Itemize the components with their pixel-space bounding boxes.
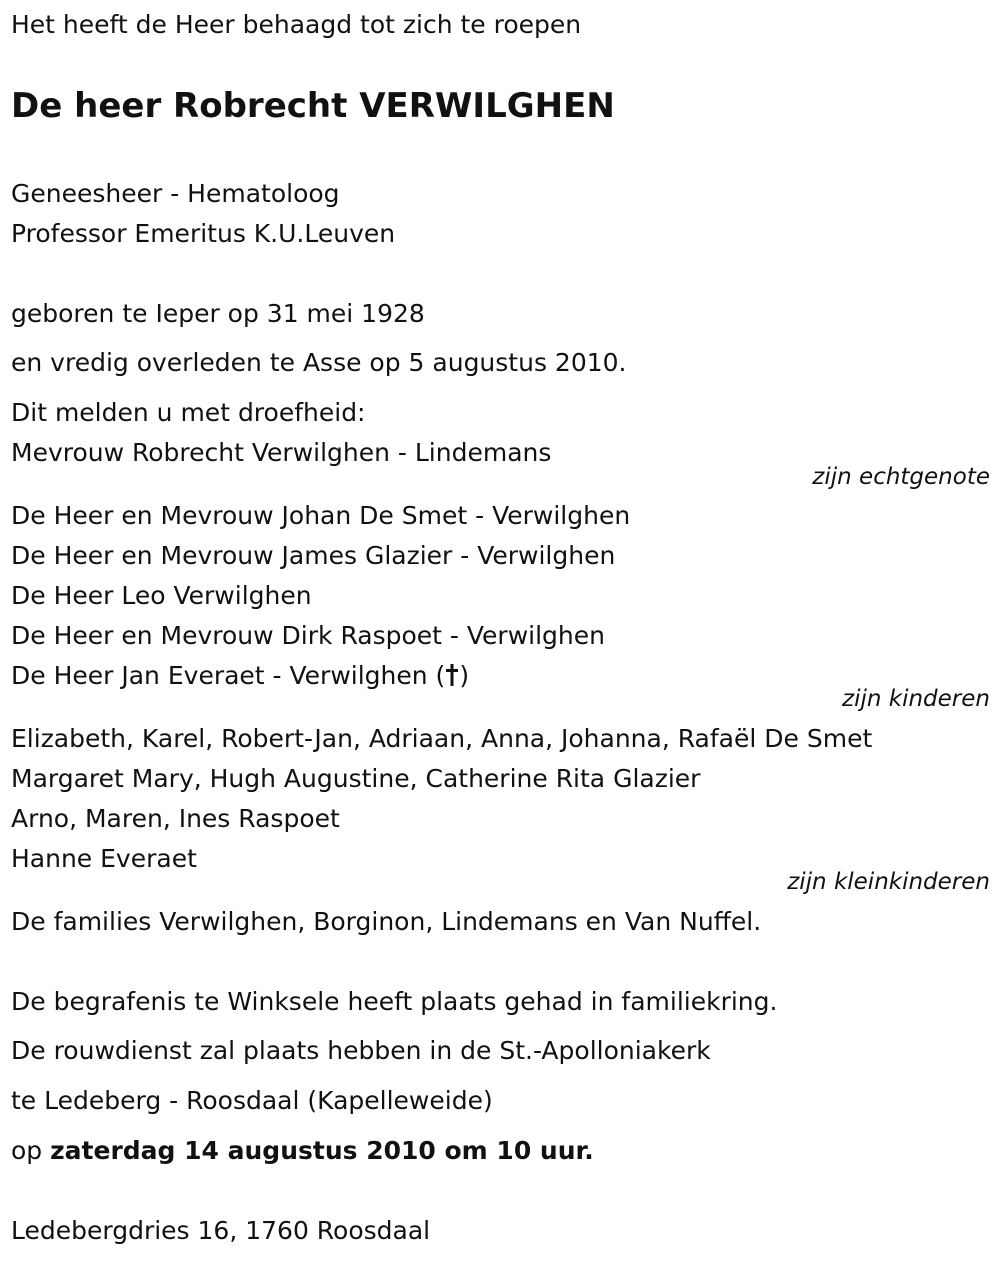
announcement-text: Dit melden u met droefheid: bbox=[11, 398, 366, 427]
address-text: Ledebergdries 16, 1760 Roosdaal bbox=[11, 1216, 431, 1245]
deceased-name: De heer Robrecht VERWILGHEN bbox=[11, 86, 615, 126]
title-profession: Geneesheer - Hematoloog bbox=[11, 179, 340, 208]
burial-text: De begrafenis te Winksele heeft plaats gehad in familiekring. bbox=[11, 987, 778, 1016]
grandchild-names: Arno, Maren, Ines Raspoet bbox=[11, 804, 340, 833]
spouse-name: Mevrouw Robrecht Verwilghen - Lindemans bbox=[11, 438, 552, 467]
child-name-deceased bbox=[11, 661, 469, 691]
service-location: te Ledeberg - Roosdaal (Kapelleweide) bbox=[11, 1086, 493, 1115]
child-name: De Heer en Mevrouw Dirk Raspoet - Verwilghen bbox=[11, 621, 605, 650]
title-academic: Professor Emeritus K.U.Leuven bbox=[11, 219, 396, 248]
service-date bbox=[11, 1136, 594, 1166]
service-date-prefix: op bbox=[11, 1136, 51, 1165]
child-name: De Heer en Mevrouw James Glazier - Verwilghen bbox=[11, 541, 616, 570]
grandchild-names: Elizabeth, Karel, Robert-Jan, Adriaan, Anna, Johanna, Rafaël De Smet bbox=[11, 724, 873, 753]
service-date-value: zaterdag 14 augustus 2010 om 10 uur. bbox=[50, 1136, 594, 1165]
service-text: De rouwdienst zal plaats hebben in de St.-Apolloniakerk bbox=[11, 1036, 711, 1065]
grandchild-names: Margaret Mary, Hugh Augustine, Catherine Rita Glazier bbox=[11, 764, 701, 793]
cross-icon bbox=[445, 663, 459, 687]
grandchild-names: Hanne Everaet bbox=[11, 844, 197, 873]
families-text: De families Verwilghen, Borginon, Lindemans en Van Nuffel. bbox=[11, 907, 762, 936]
child-name-closing: ) bbox=[459, 661, 470, 690]
death-text: en vredig overleden te Asse op 5 augustus 2010. bbox=[11, 348, 627, 377]
child-name-text: De Heer Jan Everaet - Verwilghen ( bbox=[11, 661, 446, 690]
grandchildren-role: zijn kleinkinderen bbox=[787, 869, 990, 895]
child-name: De Heer en Mevrouw Johan De Smet - Verwilghen bbox=[11, 501, 631, 530]
children-role: zijn kinderen bbox=[842, 686, 990, 712]
intro-text: Het heeft de Heer behaagd tot zich te roepen bbox=[11, 10, 582, 39]
spouse-role: zijn echtgenote bbox=[812, 464, 990, 490]
child-name: De Heer Leo Verwilghen bbox=[11, 581, 312, 610]
birth-text: geboren te Ieper op 31 mei 1928 bbox=[11, 299, 425, 328]
